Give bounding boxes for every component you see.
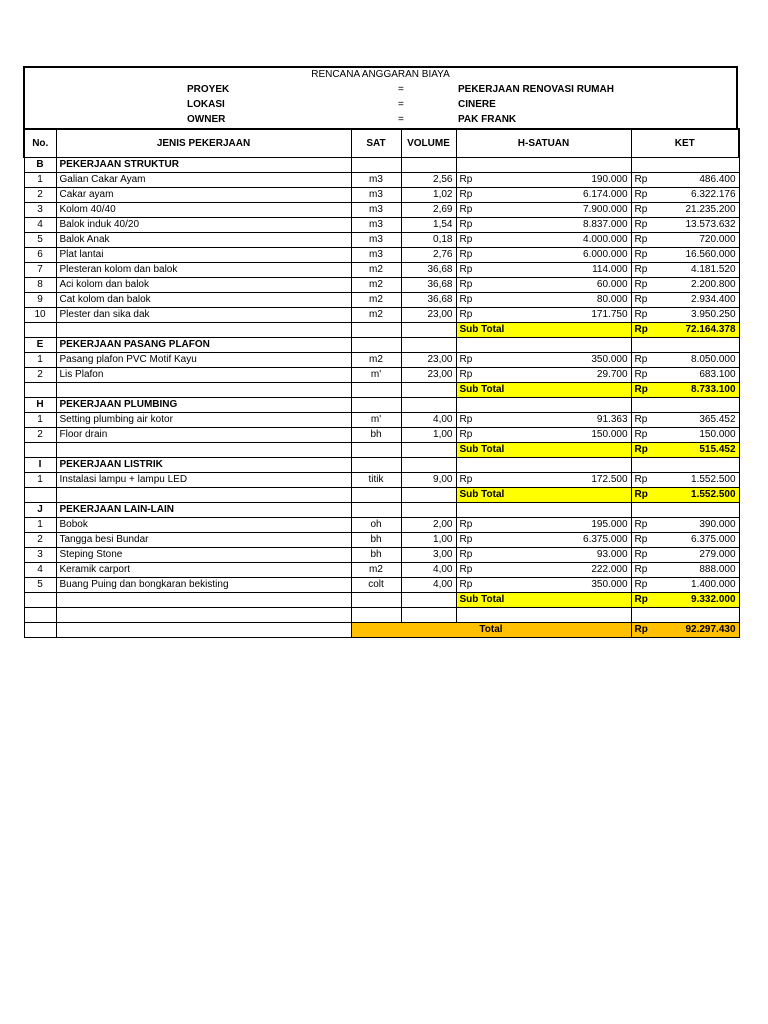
item-unit-price: 114.000: [491, 263, 631, 278]
empty-cell: [401, 488, 456, 503]
table-row: [24, 518, 739, 533]
col-header-no: No.: [24, 129, 56, 158]
item-sat: m3: [351, 248, 401, 263]
subtotal-row: [24, 488, 739, 503]
item-total: 279.000: [666, 548, 739, 563]
empty-cell: [351, 458, 401, 473]
section-name: PEKERJAAN LAIN-LAIN: [56, 503, 351, 518]
item-name: Setting plumbing air kotor: [56, 413, 351, 428]
empty-cell: [631, 608, 739, 623]
item-name: Instalasi lampu + lampu LED: [56, 473, 351, 488]
table-row: [24, 233, 739, 248]
info-value: CINERE: [458, 99, 496, 110]
subtotal-value: 1.552.500: [666, 488, 739, 503]
item-unit-price: 93.000: [491, 548, 631, 563]
item-name: Aci kolom dan balok: [56, 278, 351, 293]
item-unit-price: 6.174.000: [491, 188, 631, 203]
item-volume: 2,00: [401, 518, 456, 533]
total-currency: Rp: [631, 248, 666, 263]
grand-total-currency: Rp: [631, 623, 666, 638]
item-unit-price: 6.000.000: [491, 248, 631, 263]
item-no: 2: [24, 533, 56, 548]
item-unit-price: 190.000: [491, 173, 631, 188]
table-row: [24, 578, 739, 593]
empty-cell: [351, 158, 401, 173]
item-no: 4: [24, 218, 56, 233]
price-currency: Rp: [456, 263, 491, 278]
table-row: [24, 308, 739, 323]
item-volume: 4,00: [401, 578, 456, 593]
empty-cell: [351, 488, 401, 503]
empty-cell: [631, 458, 739, 473]
subtotal-row: [24, 383, 739, 398]
item-total: 1.400.000: [666, 578, 739, 593]
item-sat: m3: [351, 218, 401, 233]
empty-cell: [24, 593, 56, 608]
item-total: 2.200.800: [666, 278, 739, 293]
item-sat: m2: [351, 293, 401, 308]
section-code: I: [24, 458, 56, 473]
item-total: 2.934.400: [666, 293, 739, 308]
price-currency: Rp: [456, 353, 491, 368]
empty-cell: [24, 623, 56, 638]
empty-cell: [401, 383, 456, 398]
item-volume: 36,68: [401, 293, 456, 308]
total-currency: Rp: [631, 233, 666, 248]
item-volume: 36,68: [401, 263, 456, 278]
section-name: PEKERJAAN STRUKTUR: [56, 158, 351, 173]
item-no: 7: [24, 263, 56, 278]
item-unit-price: 4.000.000: [491, 233, 631, 248]
subtotal-label: Sub Total: [456, 323, 631, 338]
total-currency: Rp: [631, 368, 666, 383]
info-sep: =: [398, 114, 404, 125]
empty-cell: [456, 338, 631, 353]
total-currency: Rp: [631, 473, 666, 488]
info-value: PEKERJAAN RENOVASI RUMAH: [458, 84, 614, 95]
table-row: [24, 428, 739, 443]
info-key: LOKASI: [187, 99, 225, 110]
subtotal-currency: Rp: [631, 443, 666, 458]
item-unit-price: 350.000: [491, 578, 631, 593]
info-sep: =: [398, 99, 404, 110]
info-sep: =: [398, 84, 404, 95]
item-sat: m3: [351, 203, 401, 218]
item-total: 3.950.250: [666, 308, 739, 323]
info-row-lokasi: [25, 98, 736, 112]
empty-cell: [351, 608, 401, 623]
item-total: 888.000: [666, 563, 739, 578]
item-no: 2: [24, 188, 56, 203]
section-code: H: [24, 398, 56, 413]
item-sat: bh: [351, 548, 401, 563]
price-currency: Rp: [456, 173, 491, 188]
item-unit-price: 172.500: [491, 473, 631, 488]
table-row: [24, 218, 739, 233]
item-no: 8: [24, 278, 56, 293]
empty-cell: [401, 398, 456, 413]
subtotal-row: [24, 323, 739, 338]
empty-cell: [351, 323, 401, 338]
item-name: Balok Anak: [56, 233, 351, 248]
item-unit-price: 60.000: [491, 278, 631, 293]
section-code: E: [24, 338, 56, 353]
empty-cell: [631, 503, 739, 518]
empty-cell: [401, 458, 456, 473]
table-row: [24, 188, 739, 203]
empty-cell: [56, 383, 351, 398]
empty-cell: [401, 503, 456, 518]
empty-cell: [351, 443, 401, 458]
empty-cell: [56, 488, 351, 503]
total-currency: Rp: [631, 533, 666, 548]
item-no: 1: [24, 518, 56, 533]
item-no: 1: [24, 413, 56, 428]
item-volume: 1,00: [401, 428, 456, 443]
item-name: Cakar ayam: [56, 188, 351, 203]
price-currency: Rp: [456, 413, 491, 428]
subtotal-row: [24, 593, 739, 608]
empty-cell: [24, 323, 56, 338]
price-currency: Rp: [456, 233, 491, 248]
empty-cell: [24, 608, 56, 623]
item-name: Plesteran kolom dan balok: [56, 263, 351, 278]
item-name: Pasang plafon PVC Motif Kayu: [56, 353, 351, 368]
price-currency: Rp: [456, 368, 491, 383]
subtotal-value: 72.164.378: [666, 323, 739, 338]
total-currency: Rp: [631, 293, 666, 308]
empty-cell: [456, 608, 631, 623]
item-no: 1: [24, 173, 56, 188]
item-total: 683.100: [666, 368, 739, 383]
empty-cell: [631, 158, 739, 173]
item-no: 10: [24, 308, 56, 323]
item-sat: m3: [351, 173, 401, 188]
table-row: [24, 293, 739, 308]
item-unit-price: 6.375.000: [491, 533, 631, 548]
table-row: [24, 278, 739, 293]
item-unit-price: 222.000: [491, 563, 631, 578]
col-header-sat: SAT: [351, 129, 401, 158]
table-row: [24, 248, 739, 263]
grand-total-label: Total: [351, 623, 631, 638]
item-total: 4.181.520: [666, 263, 739, 278]
empty-cell: [24, 488, 56, 503]
subtotal-value: 9.332.000: [666, 593, 739, 608]
col-header-ket: KET: [631, 129, 739, 158]
item-sat: m2: [351, 263, 401, 278]
empty-cell: [401, 443, 456, 458]
price-currency: Rp: [456, 578, 491, 593]
price-currency: Rp: [456, 473, 491, 488]
item-no: 2: [24, 428, 56, 443]
section-name: PEKERJAAN PASANG PLAFON: [56, 338, 351, 353]
item-no: 3: [24, 203, 56, 218]
item-name: Tangga besi Bundar: [56, 533, 351, 548]
total-currency: Rp: [631, 203, 666, 218]
empty-cell: [401, 593, 456, 608]
total-currency: Rp: [631, 263, 666, 278]
table-row: [24, 548, 739, 563]
price-currency: Rp: [456, 188, 491, 203]
item-unit-price: 8.837.000: [491, 218, 631, 233]
item-total: 13.573.632: [666, 218, 739, 233]
table-row: [24, 563, 739, 578]
empty-cell: [24, 443, 56, 458]
sheet-header: [23, 66, 738, 128]
item-sat: titik: [351, 473, 401, 488]
info-row-owner: [25, 113, 736, 127]
empty-cell: [24, 383, 56, 398]
item-volume: 3,00: [401, 548, 456, 563]
empty-cell: [401, 323, 456, 338]
table-body: [24, 158, 739, 638]
total-currency: Rp: [631, 518, 666, 533]
empty-cell: [351, 503, 401, 518]
total-currency: Rp: [631, 173, 666, 188]
empty-cell: [456, 398, 631, 413]
item-volume: 1,02: [401, 188, 456, 203]
item-total: 150.000: [666, 428, 739, 443]
empty-cell: [56, 608, 351, 623]
table-row: [24, 533, 739, 548]
empty-cell: [456, 458, 631, 473]
item-volume: 9,00: [401, 473, 456, 488]
item-volume: 4,00: [401, 413, 456, 428]
item-unit-price: 91.363: [491, 413, 631, 428]
item-sat: m': [351, 368, 401, 383]
section-row: [24, 503, 739, 518]
item-no: 9: [24, 293, 56, 308]
item-volume: 4,00: [401, 563, 456, 578]
section-code: B: [24, 158, 56, 173]
item-sat: m3: [351, 233, 401, 248]
table-row: [24, 173, 739, 188]
empty-cell: [56, 593, 351, 608]
item-name: Balok induk 40/20: [56, 218, 351, 233]
item-sat: m2: [351, 308, 401, 323]
info-key: OWNER: [187, 114, 226, 125]
empty-cell: [631, 398, 739, 413]
empty-cell: [351, 398, 401, 413]
item-no: 2: [24, 368, 56, 383]
item-name: Plat lantai: [56, 248, 351, 263]
item-total: 390.000: [666, 518, 739, 533]
item-volume: 23,00: [401, 368, 456, 383]
item-unit-price: 7.900.000: [491, 203, 631, 218]
item-sat: m2: [351, 353, 401, 368]
item-name: Keramik carport: [56, 563, 351, 578]
item-volume: 2,56: [401, 173, 456, 188]
grand-total-row: [24, 623, 739, 638]
total-currency: Rp: [631, 353, 666, 368]
sheet-title: RENCANA ANGGARAN BIAYA: [311, 69, 450, 80]
total-currency: Rp: [631, 218, 666, 233]
item-volume: 2,69: [401, 203, 456, 218]
item-unit-price: 29.700: [491, 368, 631, 383]
item-volume: 2,76: [401, 248, 456, 263]
subtotal-label: Sub Total: [456, 443, 631, 458]
item-total: 365.452: [666, 413, 739, 428]
table-header-row: [24, 129, 739, 158]
item-no: 6: [24, 248, 56, 263]
empty-cell: [631, 338, 739, 353]
item-total: 6.375.000: [666, 533, 739, 548]
grand-total-value: 92.297.430: [666, 623, 739, 638]
table-row: [24, 368, 739, 383]
empty-cell: [456, 158, 631, 173]
item-no: 1: [24, 473, 56, 488]
empty-cell: [456, 503, 631, 518]
total-currency: Rp: [631, 413, 666, 428]
empty-cell: [56, 443, 351, 458]
section-row: [24, 158, 739, 173]
item-unit-price: 80.000: [491, 293, 631, 308]
price-currency: Rp: [456, 278, 491, 293]
item-sat: oh: [351, 518, 401, 533]
col-header-jenis: JENIS PEKERJAAN: [56, 129, 351, 158]
subtotal-label: Sub Total: [456, 488, 631, 503]
item-total: 6.322.176: [666, 188, 739, 203]
item-no: 3: [24, 548, 56, 563]
item-total: 16.560.000: [666, 248, 739, 263]
price-currency: Rp: [456, 518, 491, 533]
item-unit-price: 195.000: [491, 518, 631, 533]
item-no: 4: [24, 563, 56, 578]
price-currency: Rp: [456, 563, 491, 578]
item-unit-price: 150.000: [491, 428, 631, 443]
price-currency: Rp: [456, 293, 491, 308]
price-currency: Rp: [456, 548, 491, 563]
section-row: [24, 458, 739, 473]
item-volume: 23,00: [401, 353, 456, 368]
table-row: [24, 263, 739, 278]
rab-sheet: [23, 66, 738, 638]
subtotal-currency: Rp: [631, 383, 666, 398]
total-currency: Rp: [631, 563, 666, 578]
item-volume: 1,00: [401, 533, 456, 548]
total-currency: Rp: [631, 548, 666, 563]
price-currency: Rp: [456, 203, 491, 218]
item-sat: bh: [351, 533, 401, 548]
item-name: Floor drain: [56, 428, 351, 443]
price-currency: Rp: [456, 428, 491, 443]
item-sat: m': [351, 413, 401, 428]
empty-cell: [401, 608, 456, 623]
total-currency: Rp: [631, 188, 666, 203]
subtotal-row: [24, 443, 739, 458]
empty-cell: [351, 338, 401, 353]
item-name: Galian Cakar Ayam: [56, 173, 351, 188]
empty-cell: [56, 623, 351, 638]
table-row: [24, 353, 739, 368]
section-name: PEKERJAAN LISTRIK: [56, 458, 351, 473]
subtotal-currency: Rp: [631, 488, 666, 503]
info-row-proyek: [25, 83, 736, 97]
subtotal-value: 8.733.100: [666, 383, 739, 398]
col-header-hsatuan: H-SATUAN: [456, 129, 631, 158]
subtotal-value: 515.452: [666, 443, 739, 458]
subtotal-label: Sub Total: [456, 593, 631, 608]
item-sat: m3: [351, 188, 401, 203]
item-unit-price: 171.750: [491, 308, 631, 323]
price-currency: Rp: [456, 308, 491, 323]
total-currency: Rp: [631, 278, 666, 293]
item-volume: 1,54: [401, 218, 456, 233]
item-total: 720.000: [666, 233, 739, 248]
item-total: 21.235.200: [666, 203, 739, 218]
item-name: Bobok: [56, 518, 351, 533]
item-volume: 0,18: [401, 233, 456, 248]
section-code: J: [24, 503, 56, 518]
empty-row: [24, 608, 739, 623]
item-sat: bh: [351, 428, 401, 443]
item-volume: 36,68: [401, 278, 456, 293]
section-row: [24, 398, 739, 413]
empty-cell: [401, 158, 456, 173]
item-name: Buang Puing dan bongkaran bekisting: [56, 578, 351, 593]
total-currency: Rp: [631, 578, 666, 593]
item-sat: colt: [351, 578, 401, 593]
item-sat: m2: [351, 278, 401, 293]
total-currency: Rp: [631, 308, 666, 323]
item-no: 1: [24, 353, 56, 368]
section-row: [24, 338, 739, 353]
item-total: 1.552.500: [666, 473, 739, 488]
section-name: PEKERJAAN PLUMBING: [56, 398, 351, 413]
item-name: Steping Stone: [56, 548, 351, 563]
subtotal-currency: Rp: [631, 593, 666, 608]
empty-cell: [56, 323, 351, 338]
price-currency: Rp: [456, 533, 491, 548]
item-no: 5: [24, 578, 56, 593]
empty-cell: [351, 593, 401, 608]
item-total: 486.400: [666, 173, 739, 188]
item-name: Kolom 40/40: [56, 203, 351, 218]
table-row: [24, 413, 739, 428]
item-unit-price: 350.000: [491, 353, 631, 368]
empty-cell: [401, 338, 456, 353]
item-no: 5: [24, 233, 56, 248]
subtotal-label: Sub Total: [456, 383, 631, 398]
item-name: Lis Plafon: [56, 368, 351, 383]
item-volume: 23,00: [401, 308, 456, 323]
price-currency: Rp: [456, 248, 491, 263]
info-key: PROYEK: [187, 84, 230, 95]
item-name: Plester dan sika dak: [56, 308, 351, 323]
price-currency: Rp: [456, 218, 491, 233]
table-row: [24, 203, 739, 218]
item-sat: m2: [351, 563, 401, 578]
cost-table: [23, 128, 740, 638]
item-total: 8.050.000: [666, 353, 739, 368]
empty-cell: [351, 383, 401, 398]
item-name: Cat kolom dan balok: [56, 293, 351, 308]
table-row: [24, 473, 739, 488]
info-value: PAK FRANK: [458, 114, 517, 125]
subtotal-currency: Rp: [631, 323, 666, 338]
col-header-volume: VOLUME: [401, 129, 456, 158]
total-currency: Rp: [631, 428, 666, 443]
